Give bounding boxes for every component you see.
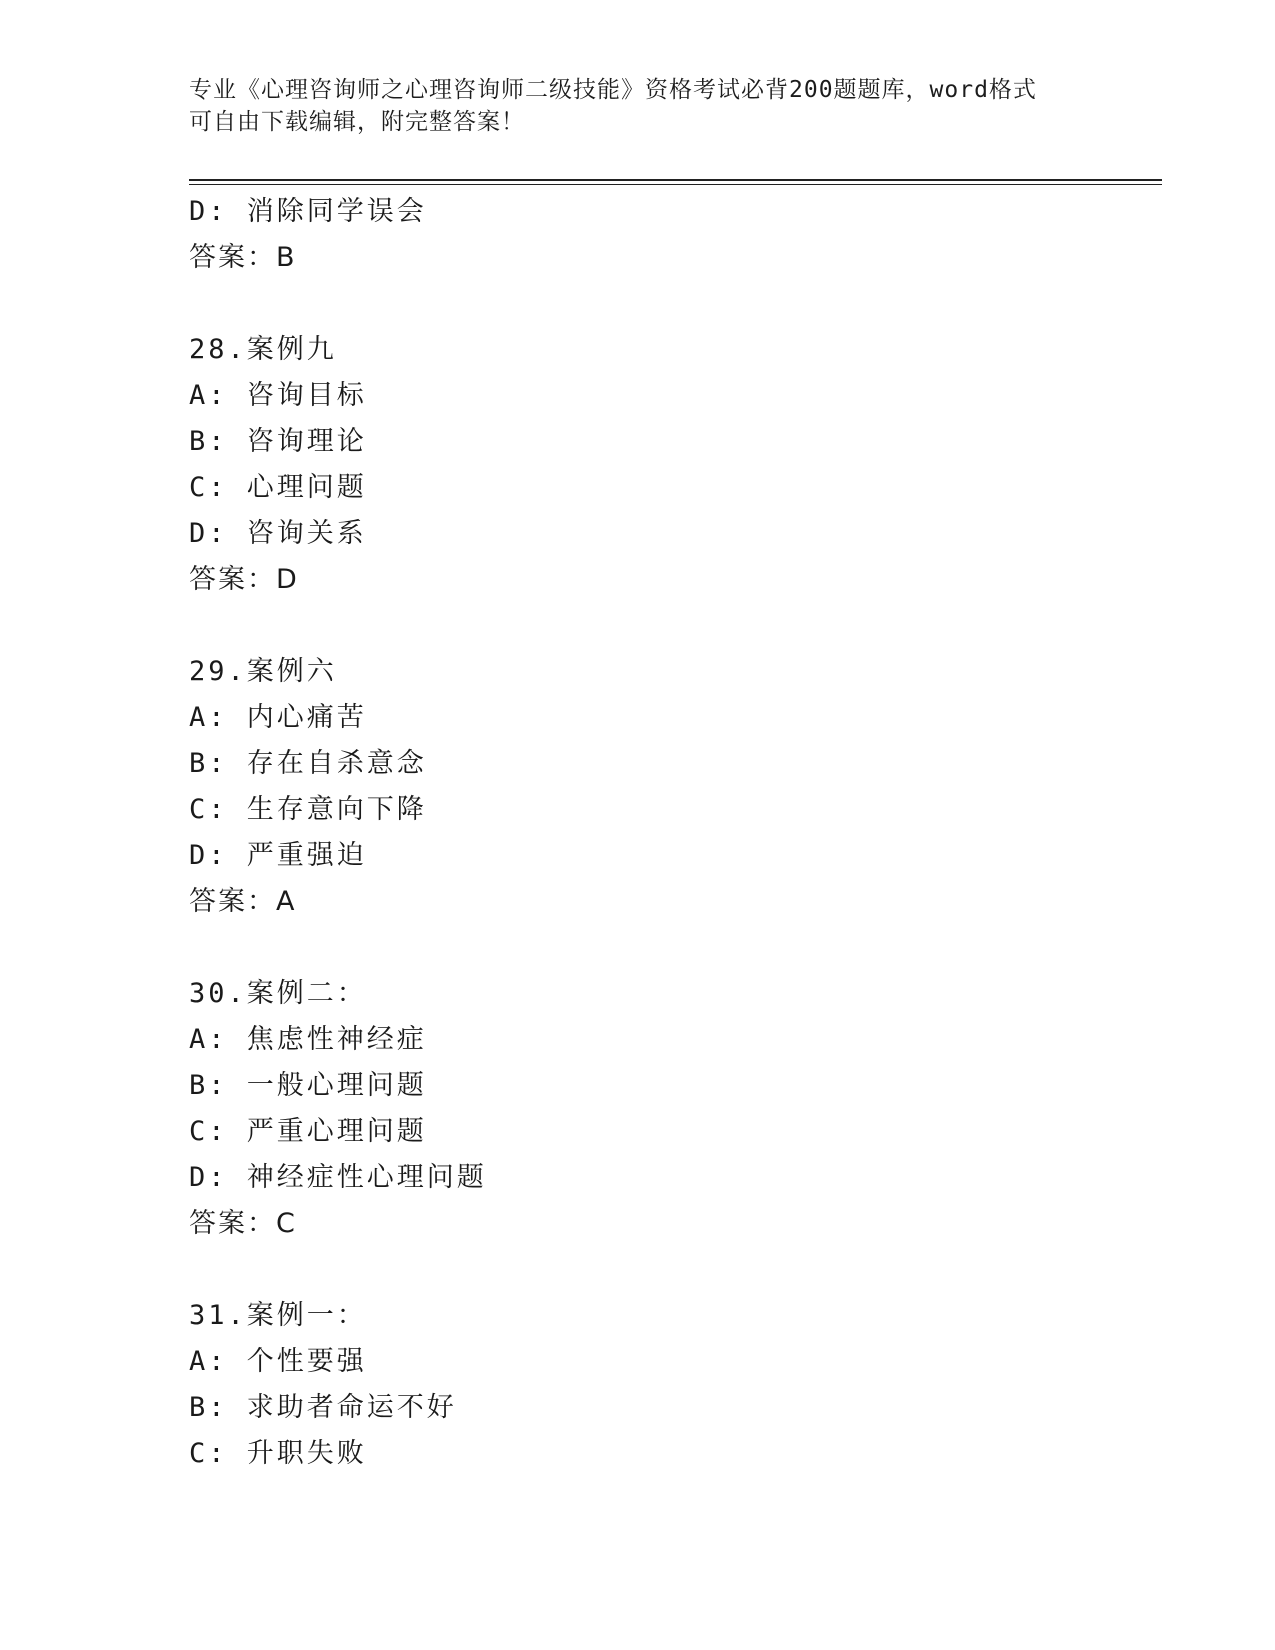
option-b: B: 咨询理论: [189, 426, 367, 457]
question-31: [189, 1293, 1162, 1477]
spacer: [189, 603, 1162, 649]
prev-answer: 答案：B: [189, 242, 297, 273]
header-line-2: 可自由下载编辑，附完整答案！: [189, 109, 525, 135]
answer: 答案：C: [189, 1208, 297, 1239]
question-29: [189, 649, 1162, 925]
header-divider-thick: [189, 179, 1162, 181]
option-b: B: 一般心理问题: [189, 1070, 427, 1101]
prev-option-d: D: 消除同学误会: [189, 196, 427, 227]
document-header: [189, 74, 1089, 138]
option-c: C: 升职失败: [189, 1438, 367, 1469]
spacer: [189, 925, 1162, 971]
question-list: [189, 189, 1162, 1477]
header-line-1: 专业《心理咨询师之心理咨询师二级技能》资格考试必背200题题库，word格式: [189, 77, 1037, 103]
question-title: 31.案例一：: [189, 1300, 367, 1331]
answer: 答案：D: [189, 564, 299, 595]
option-b: B: 求助者命运不好: [189, 1392, 457, 1423]
header-divider-thin: [189, 184, 1162, 185]
option-b: B: 存在自杀意念: [189, 748, 427, 779]
question-title: 29.案例六: [189, 656, 337, 687]
option-a: A: 个性要强: [189, 1346, 367, 1377]
option-a: A: 内心痛苦: [189, 702, 367, 733]
spacer: [189, 281, 1162, 327]
option-c: C: 心理问题: [189, 472, 367, 503]
option-c: C: 严重心理问题: [189, 1116, 427, 1147]
option-a: A: 焦虑性神经症: [189, 1024, 427, 1055]
question-30: [189, 971, 1162, 1247]
question-title: 30.案例二：: [189, 978, 367, 1009]
option-c: C: 生存意向下降: [189, 794, 427, 825]
question-28: [189, 327, 1162, 603]
option-d: D: 咨询关系: [189, 518, 367, 549]
option-d: D: 神经症性心理问题: [189, 1162, 487, 1193]
spacer: [189, 1247, 1162, 1293]
option-a: A: 咨询目标: [189, 380, 367, 411]
question-title: 28.案例九: [189, 334, 337, 365]
option-d: D: 严重强迫: [189, 840, 367, 871]
answer: 答案：A: [189, 886, 297, 917]
